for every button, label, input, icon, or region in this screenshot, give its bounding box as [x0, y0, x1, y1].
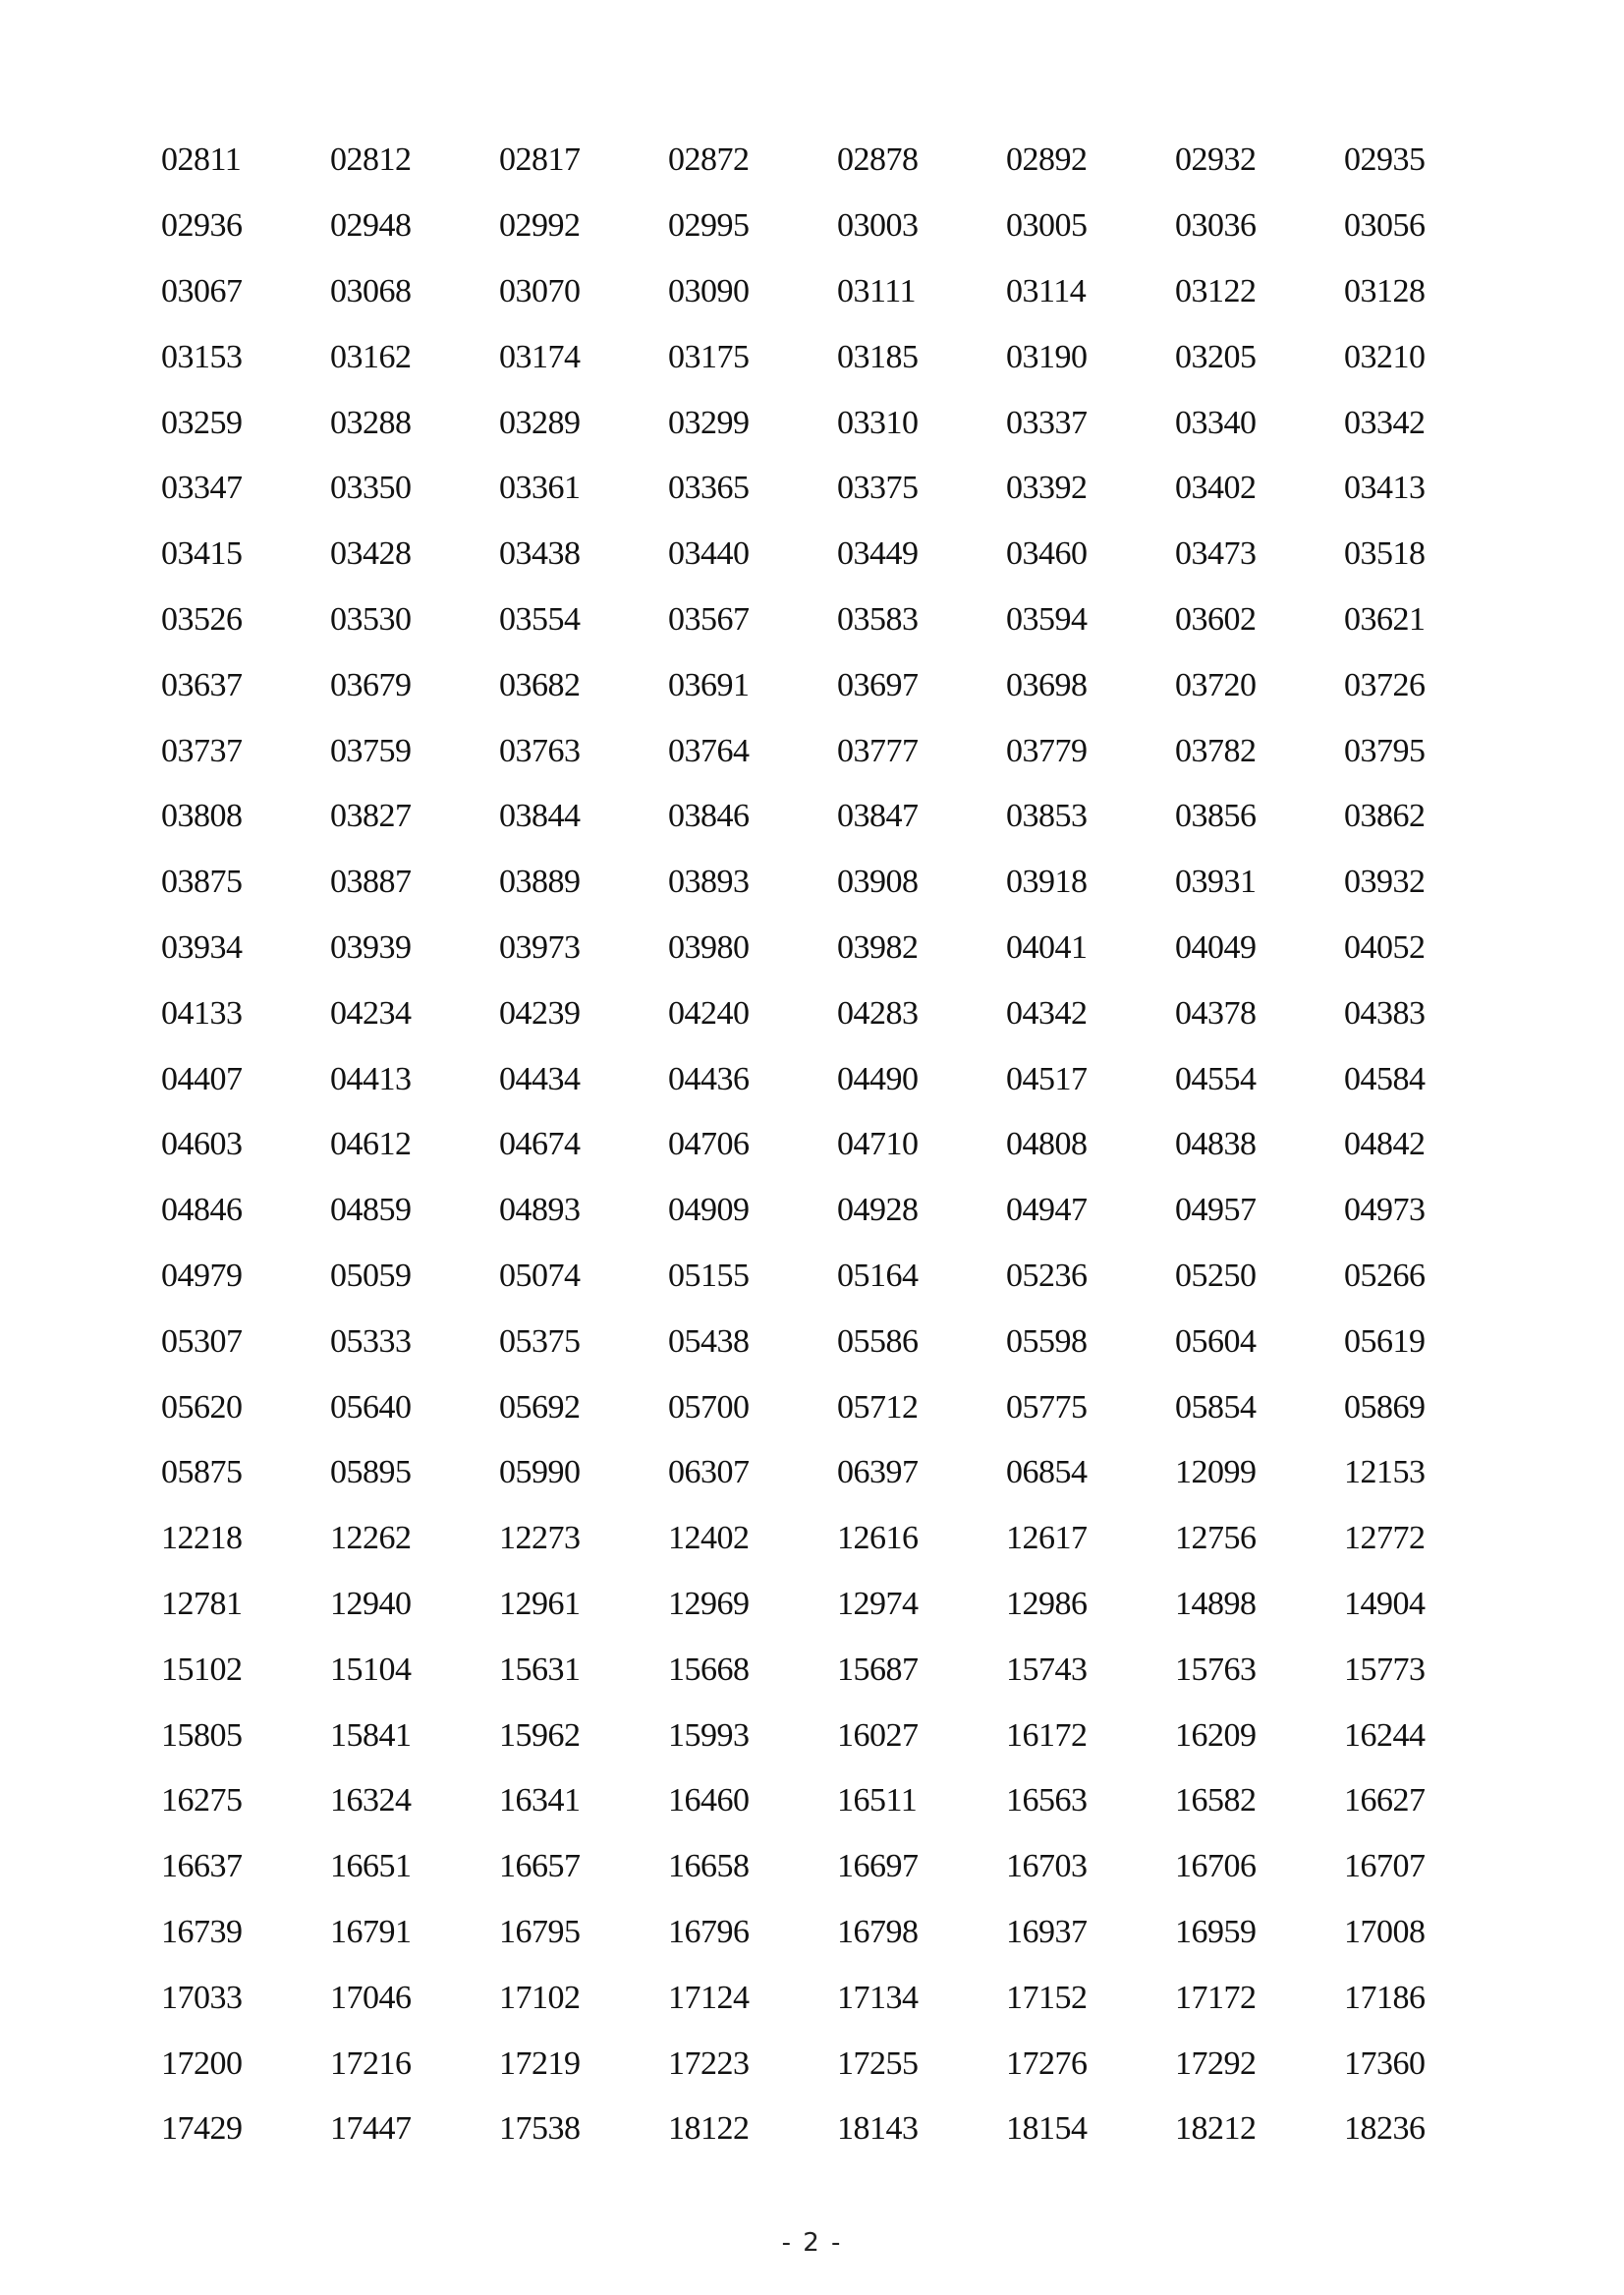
number-cell: 03114: [1006, 272, 1087, 309]
number-cell: 04838: [1175, 1126, 1257, 1163]
number-cell: 06397: [837, 1454, 919, 1491]
number-cell: 04859: [330, 1192, 412, 1229]
number-cell: 12986: [1006, 1585, 1088, 1622]
number-cell: 03932: [1344, 864, 1426, 901]
number-cell: 03111: [837, 272, 916, 309]
number-cell: 03777: [837, 732, 919, 769]
number-cell: 05619: [1344, 1322, 1426, 1360]
number-cell: 15841: [330, 1716, 412, 1754]
number-cell: 04909: [668, 1192, 750, 1229]
number-cell: 04842: [1344, 1126, 1426, 1163]
number-cell: 05712: [837, 1388, 919, 1426]
number-cell: 15763: [1175, 1651, 1257, 1688]
number-cell: 03350: [330, 470, 412, 507]
number-cell: 03259: [161, 404, 243, 441]
number-cell: 05307: [161, 1322, 243, 1360]
number-cell: 03415: [161, 535, 243, 573]
number-cell: 04674: [499, 1126, 581, 1163]
number-cell: 03737: [161, 732, 243, 769]
number-cell: 03779: [1006, 732, 1088, 769]
number-cell: 03795: [1344, 732, 1426, 769]
number-cell: 05266: [1344, 1257, 1426, 1294]
number-cell: 16341: [499, 1782, 581, 1819]
number-cell: 03697: [837, 666, 919, 703]
number-cell: 18212: [1175, 2110, 1257, 2148]
number-cell: 02892: [1006, 141, 1088, 179]
number-cell: 03392: [1006, 470, 1088, 507]
number-cell: 16795: [499, 1913, 581, 1950]
number-cell: 02878: [837, 141, 919, 179]
number-cell: 16511: [837, 1782, 918, 1819]
number-cell: 02812: [330, 141, 412, 179]
number-cell: 16937: [1006, 1913, 1088, 1950]
number-cell: 18236: [1344, 2110, 1426, 2148]
number-cell: 03003: [837, 207, 919, 245]
number-cell: 05586: [837, 1322, 919, 1360]
number-cell: 06854: [1006, 1454, 1088, 1491]
number-list: [161, 128, 1517, 2162]
number-cell: 03162: [330, 338, 412, 375]
number-cell: 03347: [161, 470, 243, 507]
number-cell: 05250: [1175, 1257, 1257, 1294]
number-cell: 02935: [1344, 141, 1426, 179]
number-cell: 17008: [1344, 1913, 1426, 1950]
number-cell: 16791: [330, 1913, 412, 1950]
number-cell: 18154: [1006, 2110, 1088, 2148]
number-cell: 15687: [837, 1651, 919, 1688]
number-cell: 17102: [499, 1979, 581, 2016]
number-cell: 03205: [1175, 338, 1257, 375]
number-cell: 03982: [837, 928, 919, 966]
number-cell: 17152: [1006, 1979, 1088, 2016]
number-cell: 02936: [161, 207, 243, 245]
number-cell: 03939: [330, 928, 412, 966]
number-cell: 03518: [1344, 535, 1426, 573]
number-cell: 06307: [668, 1454, 750, 1491]
number-cell: 03887: [330, 864, 412, 901]
number-cell: 18122: [668, 2110, 750, 2148]
number-cell: 03682: [499, 666, 581, 703]
number-cell: 03637: [161, 666, 243, 703]
number-cell: 05895: [330, 1454, 412, 1491]
number-cell: 04947: [1006, 1192, 1088, 1229]
number-cell: 16172: [1006, 1716, 1088, 1754]
number-cell: 03846: [668, 798, 750, 835]
number-cell: 05692: [499, 1388, 581, 1426]
number-cell: 04603: [161, 1126, 243, 1163]
number-cell: 17255: [837, 2044, 919, 2082]
number-cell: 05875: [161, 1454, 243, 1491]
number-cell: 03691: [668, 666, 750, 703]
number-cell: 03847: [837, 798, 919, 835]
number-cell: 03153: [161, 338, 243, 375]
number-cell: 03175: [668, 338, 750, 375]
number-cell: 05375: [499, 1322, 581, 1360]
number-cell: 16706: [1175, 1848, 1257, 1885]
number-cell: 15773: [1344, 1651, 1426, 1688]
number-cell: 16627: [1344, 1782, 1426, 1819]
number-cell: 03473: [1175, 535, 1257, 573]
number-cell: 05059: [330, 1257, 412, 1294]
number-cell: 15102: [161, 1651, 243, 1688]
number-cell: 03763: [499, 732, 581, 769]
number-cell: 05164: [837, 1257, 919, 1294]
number-cell: 03310: [837, 404, 919, 441]
number-cell: 03288: [330, 404, 412, 441]
number-cell: 04383: [1344, 994, 1426, 1032]
number-cell: 04957: [1175, 1192, 1257, 1229]
number-cell: 05438: [668, 1322, 750, 1360]
number-cell: 04407: [161, 1060, 243, 1097]
number-cell: 03210: [1344, 338, 1426, 375]
number-cell: 16582: [1175, 1782, 1257, 1819]
number-cell: 03128: [1344, 272, 1426, 309]
number-cell: 05869: [1344, 1388, 1426, 1426]
number-cell: 03827: [330, 798, 412, 835]
number-cell: 14904: [1344, 1585, 1426, 1622]
number-cell: 03526: [161, 600, 243, 638]
number-cell: 12781: [161, 1585, 243, 1622]
number-cell: 03720: [1175, 666, 1257, 703]
number-cell: 16209: [1175, 1716, 1257, 1754]
number-cell: 03931: [1175, 864, 1257, 901]
number-cell: 03973: [499, 928, 581, 966]
number-cell: 16460: [668, 1782, 750, 1819]
number-cell: 04928: [837, 1192, 919, 1229]
number-cell: 15668: [668, 1651, 750, 1688]
number-cell: 03980: [668, 928, 750, 966]
number-cell: 17046: [330, 1979, 412, 2016]
number-cell: 04378: [1175, 994, 1257, 1032]
number-cell: 03679: [330, 666, 412, 703]
number-cell: 18143: [837, 2110, 919, 2148]
number-cell: 16697: [837, 1848, 919, 1885]
page-number: - 2 -: [781, 2228, 843, 2258]
number-cell: 04234: [330, 994, 412, 1032]
number-cell: 16658: [668, 1848, 750, 1885]
number-cell: 16324: [330, 1782, 412, 1819]
number-cell: 03764: [668, 732, 750, 769]
number-cell: 16244: [1344, 1716, 1426, 1754]
number-cell: 03036: [1175, 207, 1257, 245]
number-cell: 15805: [161, 1716, 243, 1754]
number-cell: 17124: [668, 1979, 750, 2016]
number-cell: 16739: [161, 1913, 243, 1950]
number-cell: 03853: [1006, 798, 1088, 835]
number-cell: 12617: [1006, 1520, 1088, 1557]
number-cell: 03449: [837, 535, 919, 573]
number-cell: 12940: [330, 1585, 412, 1622]
number-cell: 04893: [499, 1192, 581, 1229]
number-cell: 03889: [499, 864, 581, 901]
number-cell: 03375: [837, 470, 919, 507]
number-cell: 03621: [1344, 600, 1426, 638]
number-cell: 17186: [1344, 1979, 1426, 2016]
number-cell: 04239: [499, 994, 581, 1032]
number-cell: 03594: [1006, 600, 1088, 638]
number-cell: 05854: [1175, 1388, 1257, 1426]
number-cell: 04846: [161, 1192, 243, 1229]
number-cell: 02992: [499, 207, 581, 245]
number-cell: 04584: [1344, 1060, 1426, 1097]
number-cell: 16275: [161, 1782, 243, 1819]
number-cell: 16798: [837, 1913, 919, 1950]
number-cell: 03530: [330, 600, 412, 638]
number-cell: 17172: [1175, 1979, 1257, 2016]
number-cell: 03428: [330, 535, 412, 573]
number-cell: 03602: [1175, 600, 1257, 638]
number-cell: 03554: [499, 600, 581, 638]
number-cell: 04706: [668, 1126, 750, 1163]
number-cell: 03460: [1006, 535, 1088, 573]
number-cell: 15631: [499, 1651, 581, 1688]
number-cell: 17216: [330, 2044, 412, 2082]
number-cell: 12402: [668, 1520, 750, 1557]
number-cell: 12772: [1344, 1520, 1426, 1557]
number-cell: 17429: [161, 2110, 243, 2148]
number-cell: 17276: [1006, 2044, 1088, 2082]
number-cell: 03808: [161, 798, 243, 835]
number-cell: 03567: [668, 600, 750, 638]
number-cell: 17447: [330, 2110, 412, 2148]
number-cell: 05990: [499, 1454, 581, 1491]
number-cell: 04490: [837, 1060, 919, 1097]
number-cell: 03413: [1344, 470, 1426, 507]
number-cell: 17360: [1344, 2044, 1426, 2082]
number-cell: 02817: [499, 141, 581, 179]
number-cell: 05155: [668, 1257, 750, 1294]
number-cell: 04283: [837, 994, 919, 1032]
number-cell: 16959: [1175, 1913, 1257, 1950]
number-cell: 04808: [1006, 1126, 1088, 1163]
number-cell: 17134: [837, 1979, 919, 2016]
number-cell: 15743: [1006, 1651, 1088, 1688]
number-cell: 12153: [1344, 1454, 1426, 1491]
number-cell: 16707: [1344, 1848, 1426, 1885]
number-cell: 03698: [1006, 666, 1088, 703]
number-cell: 03438: [499, 535, 581, 573]
number-cell: 04517: [1006, 1060, 1088, 1097]
number-cell: 03337: [1006, 404, 1088, 441]
number-cell: 16657: [499, 1848, 581, 1885]
number-cell: 03361: [499, 470, 581, 507]
number-cell: 12616: [837, 1520, 919, 1557]
number-cell: 17219: [499, 2044, 581, 2082]
number-cell: 03365: [668, 470, 750, 507]
number-cell: 03174: [499, 338, 581, 375]
number-cell: 16563: [1006, 1782, 1088, 1819]
number-cell: 17033: [161, 1979, 243, 2016]
number-cell: 04133: [161, 994, 243, 1032]
number-cell: 12273: [499, 1520, 581, 1557]
number-cell: 16027: [837, 1716, 919, 1754]
number-cell: 03759: [330, 732, 412, 769]
number-cell: 04240: [668, 994, 750, 1032]
number-cell: 04612: [330, 1126, 412, 1163]
number-cell: 03918: [1006, 864, 1088, 901]
number-cell: 03299: [668, 404, 750, 441]
number-cell: 04436: [668, 1060, 750, 1097]
number-cell: 03908: [837, 864, 919, 901]
number-cell: 03090: [668, 272, 750, 309]
number-cell: 05775: [1006, 1388, 1088, 1426]
number-cell: 03340: [1175, 404, 1257, 441]
number-cell: 12756: [1175, 1520, 1257, 1557]
number-cell: 03875: [161, 864, 243, 901]
number-cell: 12961: [499, 1585, 581, 1622]
number-cell: 03583: [837, 600, 919, 638]
number-cell: 03782: [1175, 732, 1257, 769]
number-cell: 05640: [330, 1388, 412, 1426]
number-cell: 03726: [1344, 666, 1426, 703]
number-cell: 04973: [1344, 1192, 1426, 1229]
number-cell: 17223: [668, 2044, 750, 2082]
number-cell: 03856: [1175, 798, 1257, 835]
number-cell: 04041: [1006, 928, 1088, 966]
number-cell: 17538: [499, 2110, 581, 2148]
number-cell: 05620: [161, 1388, 243, 1426]
number-cell: 14898: [1175, 1585, 1257, 1622]
number-cell: 15962: [499, 1716, 581, 1754]
number-cell: 03844: [499, 798, 581, 835]
number-cell: 03068: [330, 272, 412, 309]
number-cell: 04049: [1175, 928, 1257, 966]
number-cell: 02932: [1175, 141, 1257, 179]
number-cell: 04052: [1344, 928, 1426, 966]
number-cell: 02811: [161, 141, 242, 179]
number-cell: 03934: [161, 928, 243, 966]
number-cell: 02872: [668, 141, 750, 179]
number-cell: 04434: [499, 1060, 581, 1097]
number-cell: 03056: [1344, 207, 1426, 245]
number-cell: 03342: [1344, 404, 1426, 441]
number-cell: 05236: [1006, 1257, 1088, 1294]
number-cell: 04710: [837, 1126, 919, 1163]
number-cell: 03862: [1344, 798, 1426, 835]
number-cell: 04979: [161, 1257, 243, 1294]
number-cell: 16703: [1006, 1848, 1088, 1885]
number-cell: 12262: [330, 1520, 412, 1557]
number-cell: 17200: [161, 2044, 243, 2082]
number-cell: 16637: [161, 1848, 243, 1885]
number-cell: 04554: [1175, 1060, 1257, 1097]
number-cell: 03122: [1175, 272, 1257, 309]
number-cell: 16796: [668, 1913, 750, 1950]
number-cell: 03402: [1175, 470, 1257, 507]
number-cell: 02948: [330, 207, 412, 245]
number-cell: 04342: [1006, 994, 1088, 1032]
number-cell: 05333: [330, 1322, 412, 1360]
number-cell: 12099: [1175, 1454, 1257, 1491]
number-cell: 03440: [668, 535, 750, 573]
number-cell: 02995: [668, 207, 750, 245]
number-cell: 05074: [499, 1257, 581, 1294]
number-cell: 03185: [837, 338, 919, 375]
number-cell: 05598: [1006, 1322, 1088, 1360]
number-cell: 15104: [330, 1651, 412, 1688]
number-cell: 03067: [161, 272, 243, 309]
number-cell: 05700: [668, 1388, 750, 1426]
number-cell: 12974: [837, 1585, 919, 1622]
number-cell: 04413: [330, 1060, 412, 1097]
number-cell: 12218: [161, 1520, 243, 1557]
number-cell: 03005: [1006, 207, 1088, 245]
number-cell: 03190: [1006, 338, 1088, 375]
number-cell: 03289: [499, 404, 581, 441]
number-cell: 03070: [499, 272, 581, 309]
number-cell: 15993: [668, 1716, 750, 1754]
number-cell: 03893: [668, 864, 750, 901]
number-cell: 05604: [1175, 1322, 1257, 1360]
number-cell: 12969: [668, 1585, 750, 1622]
number-cell: 17292: [1175, 2044, 1257, 2082]
number-cell: 16651: [330, 1848, 412, 1885]
